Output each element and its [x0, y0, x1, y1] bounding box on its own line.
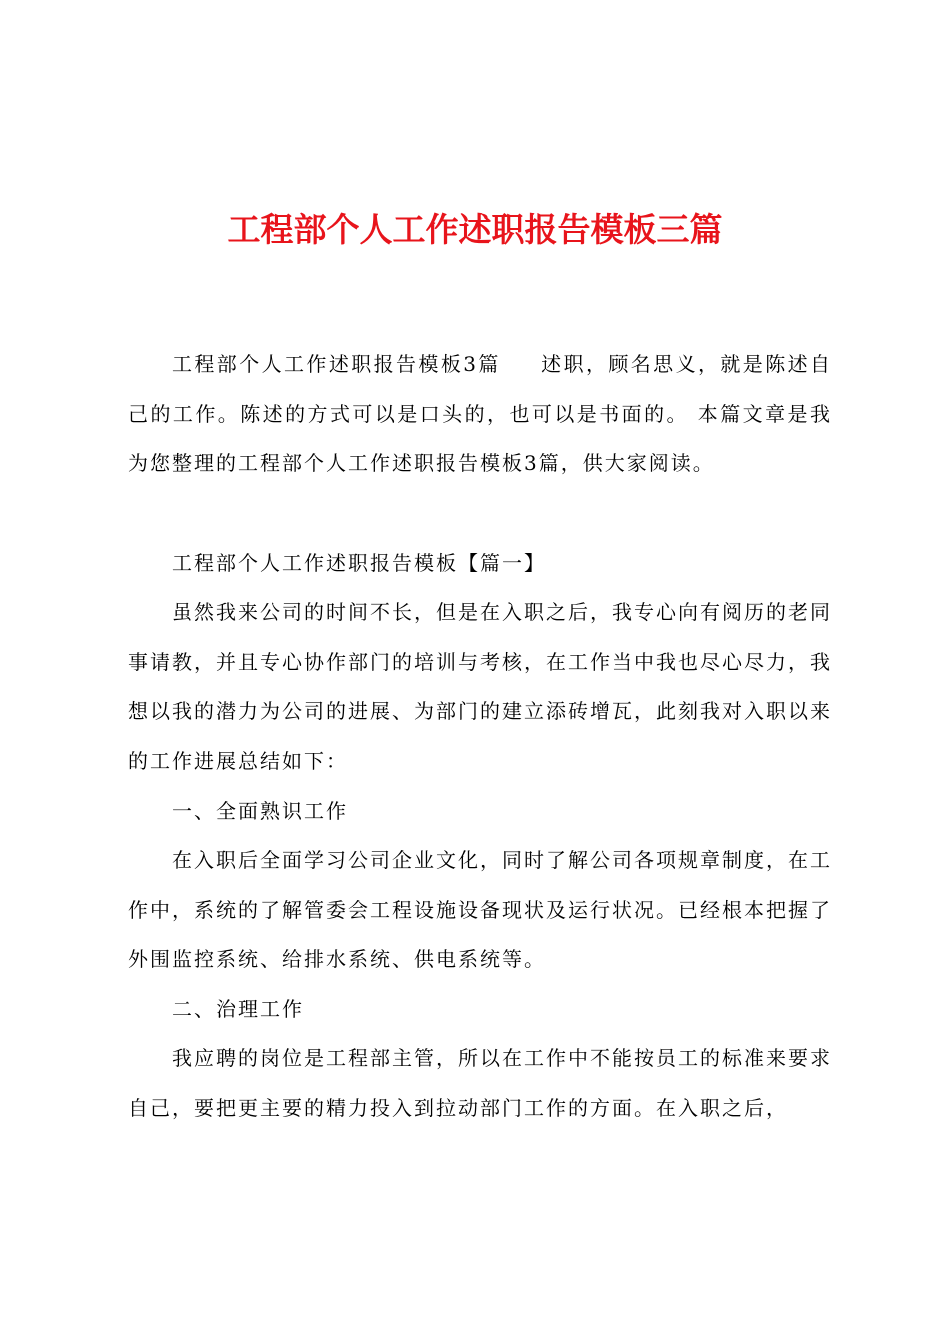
intro-text: 述职，顾名思义，就是陈述自己的工作。陈述的方式可以是口头的，也可以是书面的。 本篇文章是我为您整理的工程部个人工作述职报告模板3篇，供大家阅读。 — [128, 352, 832, 475]
intro-lead: 工程部个人工作述职报告模板3篇 — [172, 352, 501, 376]
intro-paragraph — [128, 340, 832, 489]
document-title: 工程部个人工作述职报告模板三篇 — [227, 210, 723, 249]
paragraph-1: 虽然我来公司的时间不长，但是在入职之后，我专心向有阅历的老同事请教，并且专心协作部门的培训与考核，在工作当中我也尽心尽力，我想以我的潜力为公司的进展、为部门的建立添砖增瓦，此刻我对入职以来的工作进展总结如下： — [128, 600, 832, 773]
heading-1: 一、全面熟识工作 — [172, 799, 348, 823]
paragraph-3: 我应聘的岗位是工程部主管，所以在工作中不能按员工的标准来要求自己，要把更主要的精力投入到拉动部门工作的方面。在入职之后， — [128, 1046, 832, 1120]
paragraph-2: 在入职后全面学习公司企业文化，同时了解公司各项规章制度，在工作中，系统的了解管委会工程设施设备现状及运行状况。已经根本把握了外围监控系统、给排水系统、供电系统等。 — [128, 848, 832, 971]
heading-2: 二、治理工作 — [172, 997, 304, 1021]
section-heading: 工程部个人工作述职报告模板【篇一】 — [172, 551, 546, 575]
